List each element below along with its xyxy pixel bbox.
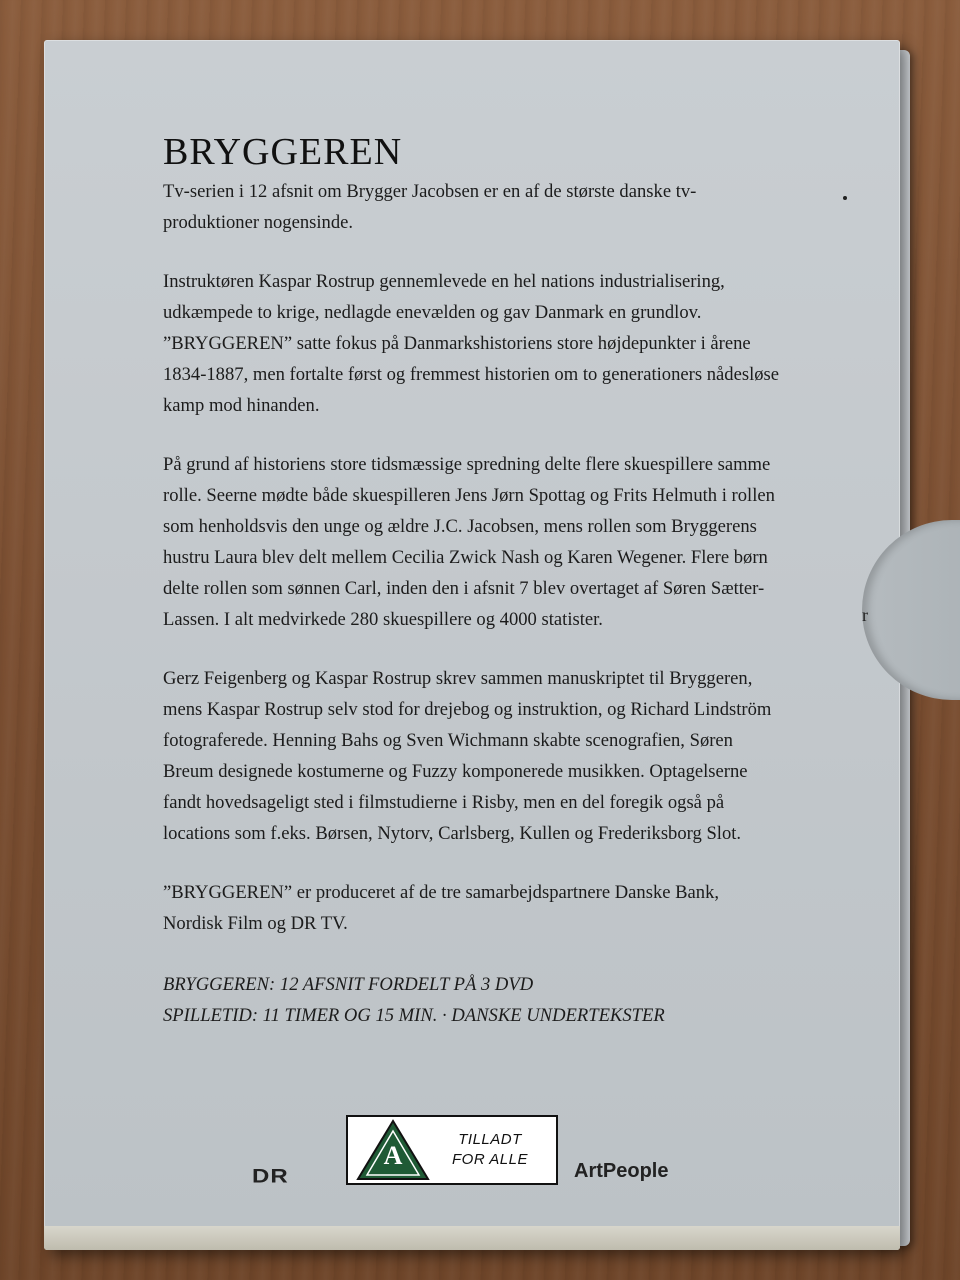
spec-runtime: SPILLETID: 11 TIMER OG 15 MIN. · DANSKE UNDERTEKSTER [163, 1004, 665, 1026]
product-specs [163, 969, 783, 1031]
paragraph-cast: På grund af historiens store tidsmæssige spredning delte flere skuespillere samme rolle. Seerne mødte både skuespilleren Jens Jørn Spottag og Frits Helmuth i rollen som henholdsvis den unge og ældre J.C. Jacobsen, mens rollen som Bryggerens hustru Laura blev delt mellem Cecilia Zwick Nash og Karen Wegener. Flere børn delte rollen som sønnen Carl, inden den i afsnit 7 blev overtaget af Søren Sætter-Lassen. I alt medvirkede 280 skuespillere og 4000 statister. [163, 453, 775, 630]
age-rating-box [346, 1115, 558, 1185]
cover-title: BRYGGEREN [163, 131, 403, 173]
rating-line-1: TILLADT [458, 1131, 522, 1148]
paragraph-intro: Tv-serien i 12 afsnit om Brygger Jacobsen er en af de største danske tv-produktioner nogensinde. [163, 180, 697, 233]
paragraph-producers: ”BRYGGEREN” er produceret af de tre samarbejdspartnere Danske Bank, Nordisk Film og DR TV. [163, 881, 720, 934]
rating-label [430, 1130, 556, 1170]
paragraph-crew: Gerz Feigenberg og Kaspar Rostrup skrev sammen manuskriptet til Bryggeren, mens Kaspar Rostrup selv stod for drejebog og instruktion, og Richard Lindström fotograferede. Henning Bahs og Sven Wichmann skabte scenografien, Søren Breum designede kostumerne og Fuzzy komponerede musikken. Optagelserne fandt hovedsageligt sted i filmstudierne i Risby, men en del foregik også på locations som f.eks. Børsen, Nytorv, Carlsberg, Kullen og Frederiksborg Slot. [163, 667, 772, 844]
dr-logo: DR [252, 1165, 289, 1188]
thumb-cutout-mark: r [862, 605, 868, 625]
artpeople-logo: ArtPeople [574, 1160, 669, 1182]
print-dot [843, 196, 847, 200]
dvd-case-bottom-edge [44, 1226, 900, 1250]
rating-line-2: FOR ALLE [452, 1151, 528, 1168]
rating-letter: A [383, 1141, 403, 1170]
cover-text-block [163, 132, 783, 1031]
spec-episodes: BRYGGEREN: 12 AFSNIT FORDELT PÅ 3 DVD [163, 973, 534, 995]
rating-triangle-icon [356, 1119, 430, 1181]
paragraph-director: Instruktøren Kaspar Rostrup gennemlevede en hel nations industrialisering, udkæmpede to krige, nedlagde enevælden og gav Danmark en grundlov. ”BRYGGEREN” satte fokus på Danmarkshistoriens store højdepunkter i årene 1834-1887, men fortalte først og fremmest historien om to generationers nådesløse kamp mod hinanden. [163, 270, 780, 416]
